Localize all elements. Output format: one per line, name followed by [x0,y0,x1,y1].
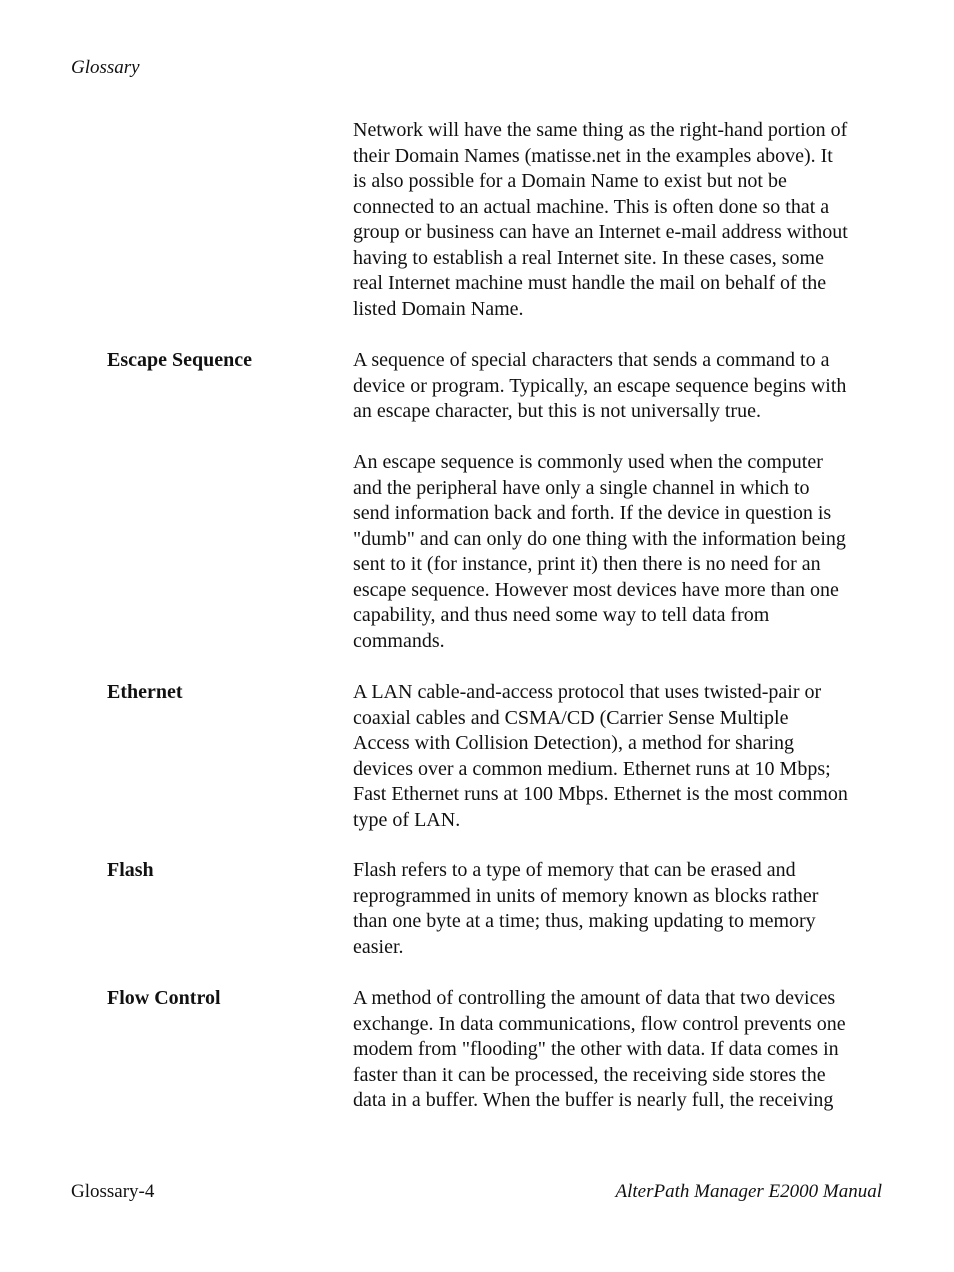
text-line: than one byte at a time; thus, making updating to memory [353,910,816,932]
text-line: A sequence of special characters that sends a command to a [353,349,830,371]
glossary-term: Escape Sequence [107,349,252,371]
text-line: devices over a common medium. Ethernet runs at 10 Mbps; [353,757,831,780]
text-line: real Internet machine must handle the mail on behalf of the [353,272,827,294]
text-line: easier. [353,935,404,958]
text-line: and the peripheral have only a single channel in which to [353,476,810,499]
text-line: Fast Ethernet runs at 100 Mbps. Ethernet is the most common [353,783,848,805]
definition-paragraph [353,680,893,833]
glossary-term: Ethernet [107,681,183,703]
text-line: Flash refers to a type of memory that can be erased and [353,859,796,881]
text-line: their Domain Names (matisse.net in the examples above). It [353,144,833,167]
text-line: type of LAN. [353,808,461,831]
text-line: A method of controlling the amount of data that two devices [353,987,836,1009]
text-line: Access with Collision Detection), a method for sharing [353,732,795,754]
glossary-term: Flash [107,859,154,881]
text-line: reprogrammed in units of memory known as blocks rather [353,884,819,907]
text-line: send information back and forth. If the device in question is [353,502,832,524]
manual-title: AlterPath Manager E2000 Manual [615,1181,882,1202]
text-line: escape sequence. However most devices have more than one [353,578,839,601]
text-line: having to establish a real Internet site. In these cases, some [353,246,824,269]
continuation-paragraph [353,118,893,322]
text-line: exchange. In data communications, flow control prevents one [353,1012,846,1035]
text-line: connected to an actual machine. This is often done so that a [353,195,830,218]
text-line: is also possible for a Domain Name to exist but not be [353,170,787,192]
text-line: faster than it can be processed, the receiving side stores the [353,1063,826,1086]
glossary-term: Flow Control [107,987,221,1009]
text-line: an escape character, but this is not universally true. [353,400,761,422]
definition-paragraph [353,986,893,1114]
running-head: Glossary [71,57,140,78]
text-line: device or program. Typically, an escape sequence begins with [353,374,847,397]
text-line: modem from "flooding" the other with data. If data comes in [353,1038,839,1060]
text-line: "dumb" and can only do one thing with the information being [353,527,846,550]
page-number: Glossary-4 [71,1181,155,1202]
text-line: sent to it (for instance, print it) then there is no need for an [353,553,821,575]
definition-paragraph [353,348,893,425]
text-line: capability, and thus need some way to tell data from [353,604,770,626]
text-line: listed Domain Name. [353,297,524,320]
text-line: coaxial cables and CSMA/CD (Carrier Sense Multiple [353,706,789,729]
text-line: Network will have the same thing as the right-hand portion of [353,119,848,141]
text-line: A LAN cable-and-access protocol that uses twisted-pair or [353,681,822,703]
text-line: commands. [353,629,445,652]
definition-paragraph [353,450,893,654]
text-line: An escape sequence is commonly used when the computer [353,451,823,473]
text-line: group or business can have an Internet e-mail address without [353,221,848,243]
definition-paragraph [353,858,893,960]
text-line: data in a buffer. When the buffer is nearly full, the receiving [353,1089,834,1111]
